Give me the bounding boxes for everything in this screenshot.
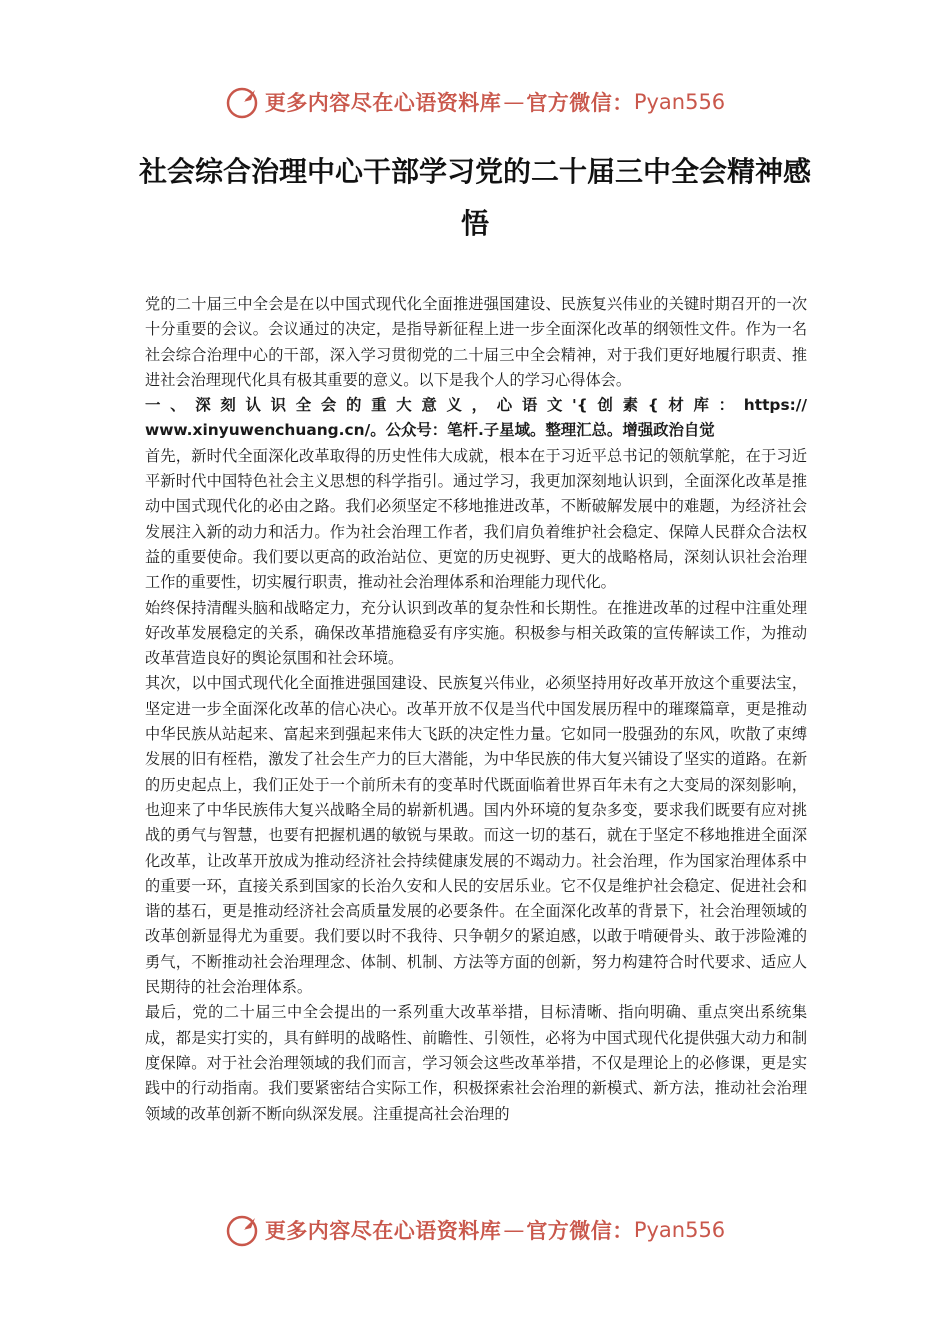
paragraph-1: 首先，新时代全面深化改革取得的历史性伟大成就，根本在于习近平总书记的领航掌舵，在于习近平新时代中国特色社会主义思想的科学指引。通过学习，我更加深刻地认识到，全面深化改革是推动中国式现代化的必由之路。我们必须坚定不移地推进改革，不断破解发展中的难题，为经济社会发展注入新的动力和活力。作为社会治理工作者，我们肩负着维护社会稳定、保障人民群众合法权益的重要使命。我们要以更高的政治站位、更宽的历史视野、更大的战略格局，深刻认识社会治理工作的重要性，切实履行职责，推动社会治理体系和治理能力现代化。 — [145, 446, 807, 592]
quill-logo-icon — [225, 1212, 261, 1248]
paragraph-3: 其次，以中国式现代化全面推进强国建设、民族复兴伟业，必须坚持用好改革开放这个重要法宝，坚定进一步全面深化改革的信心决心。改革开放不仅是当代中国发展历程中的璀璨篇章，更是推动中华民族从站起来、富起来到强起来伟大飞跃的决定性力量。它如同一股强劲的东风，吹散了束缚发展的旧有桎梏，激发了社会生产力的巨大潜能，为中华民族的伟大复兴铺设了坚实的道路。在新的历史起点上，我们正处于一个前所未有的变革时代既面临着世界百年未有之大变局的深刻影响，也迎来了中华民族伟大复兴战略全局的崭新机遇。国内外环境的复杂多变，要求我们既要有应对挑战的勇气与智慧，也要有把握机遇的敏锐与果敢。而这一切的基石，就在于坚定不移地推进全面深化改革，让改革开放成为推动经济社会持续健康发展的不竭动力。社会治理，作为国家治理体系中的重要一环，直接关系到国家的长治久安和人民的安居乐业。它不仅是维护社会稳定、促进社会和谐的基石，更是推动经济社会高质量发展的必要条件。在全面深化改革的背景下，社会治理领域的改革创新显得尤为重要。我们要以时不我待、只争朝夕的紧迫感，以敢于啃硬骨头、敢于涉险滩的勇气，不断推动社会治理理念、体制、机制、方法等方面的创新，努力构建符合时代要求、适应人民期待的社会治理体系。 — [145, 674, 807, 997]
document-title: 社会综合治理中心干部学习党的二十届三中全会精神感悟 — [138, 155, 811, 240]
banner-wechat-id: Pyan556 — [633, 90, 726, 114]
banner-wechat-id: Pyan556 — [633, 1218, 726, 1242]
banner-separator: — — [503, 1218, 525, 1242]
banner-text: 更多内容尽在心语资料库 — [264, 1219, 502, 1243]
section-heading-line2: www.xinyuwenchuang.cn/。公众号：笔杆.子星域。整理汇总。增强政治自觉 — [145, 421, 715, 440]
document-body — [145, 292, 807, 1127]
paragraph-2: 始终保持清醒头脑和战略定力，充分认识到改革的复杂性和长期性。在推进改革的过程中注重处理好改革发展稳定的关系，确保改革措施稳妥有序实施。积极参与相关政策的宣传解读工作，为推动改革营造良好的舆论氛围和社会环境。 — [145, 598, 807, 668]
paragraph-4: 最后，党的二十届三中全会提出的一系列重大改革举措，目标清晰、指向明确、重点突出系统集成，都是实打实的，具有鲜明的战略性、前瞻性、引领性，必将为中国式现代化提供强大动力和制度保障。对于社会治理领域的我们而言，学习领会这些改革举措，不仅是理论上的必修课，更是实践中的行动指南。我们要紧密结合实际工作，积极探索社会治理的新模式、新方法，推动社会治理领域的改革创新不断向纵深发展。注重提高社会治理的 — [145, 1003, 807, 1123]
header-banner — [0, 82, 950, 122]
banner-label: 官方微信： — [526, 1219, 634, 1243]
banner-text: 更多内容尽在心语资料库 — [264, 91, 502, 115]
quill-logo-icon — [225, 84, 261, 120]
banner-separator: — — [503, 90, 525, 114]
section-heading-line1: 一、深刻认识全会的重大意义，心语文'{创素{材库：https:// — [145, 396, 807, 415]
intro-paragraph: 党的二十届三中全会是在以中国式现代化全面推进强国建设、民族复兴伟业的关键时期召开的一次十分重要的会议。会议通过的决定，是指导新征程上进一步全面深化改革的纲领性文件。作为一名社会综合治理中心的干部，深入学习贯彻党的二十届三中全会精神，对于我们更好地履行职责、推进社会治理现代化具有极其重要的意义。以下是我个人的学习心得体会。 — [145, 295, 807, 389]
banner-label: 官方微信： — [526, 91, 634, 115]
footer-banner — [0, 1210, 950, 1250]
section-heading — [145, 393, 807, 444]
